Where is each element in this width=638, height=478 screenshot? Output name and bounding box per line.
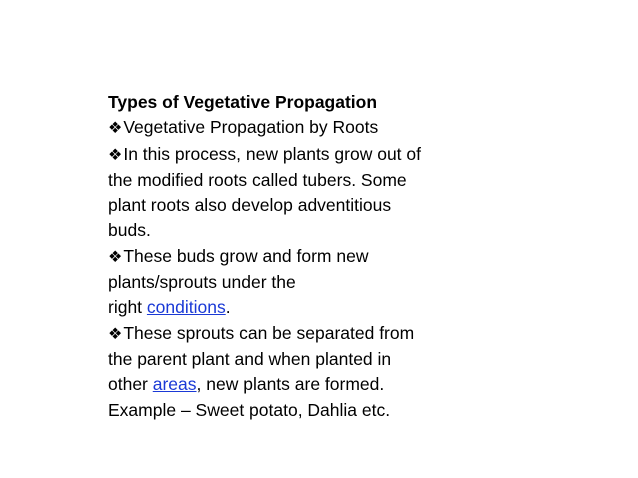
diamond-bullet-icon: ❖ (108, 120, 123, 138)
text-line: plant roots also develop adventitious (108, 195, 392, 216)
areas-link[interactable]: areas (152, 374, 197, 395)
bullet-text: These sprouts can be separated from (123, 322, 415, 343)
bullet-line (108, 321, 488, 347)
text-fragment: , new plants are formed. (196, 374, 385, 395)
slide-title: Types of Vegetative Propagation (108, 92, 378, 112)
text-line: the modified roots called tubers. Some (108, 169, 407, 190)
diamond-bullet-icon: ❖ (108, 146, 123, 164)
diamond-bullet-icon: ❖ (108, 325, 123, 343)
text-line: plants/sprouts under the (108, 272, 296, 293)
text-line: Example – Sweet potato, Dahlia etc. (108, 399, 391, 420)
bullet-text: These buds grow and form new (123, 245, 369, 266)
conditions-link[interactable]: conditions (146, 297, 226, 318)
diamond-bullet-icon: ❖ (108, 248, 123, 266)
bullet-line (108, 142, 488, 168)
bullet-text: In this process, new plants grow out of (123, 143, 421, 164)
text-line: buds. (108, 220, 151, 241)
text-line (108, 372, 488, 397)
text-line: the parent plant and when planted in (108, 348, 392, 369)
bullet-line (108, 115, 488, 141)
text-fragment: . (225, 297, 231, 318)
text-line (108, 295, 488, 320)
bullet-line (108, 244, 488, 270)
text-fragment: right (108, 297, 147, 318)
slide-text-body (108, 90, 488, 423)
text-fragment: other (108, 374, 153, 395)
bullet-text: Vegetative Propagation by Roots (123, 117, 379, 138)
